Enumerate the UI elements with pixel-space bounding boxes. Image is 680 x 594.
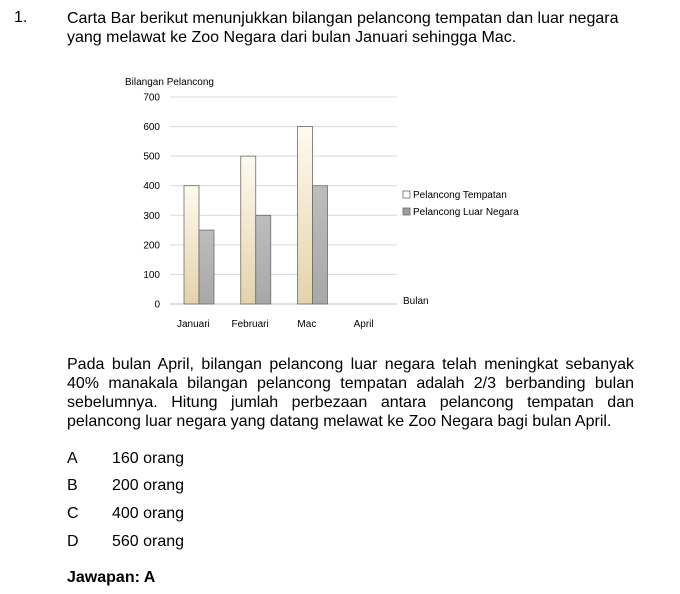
y-tick-label: 200: [143, 240, 160, 252]
option-letter: C: [67, 505, 79, 522]
y-tick-label: 400: [143, 181, 160, 193]
x-tick-label: Januari: [176, 319, 210, 330]
option-a: [67, 450, 184, 468]
answer: Jawapan: A: [67, 569, 156, 586]
legend-swatch: [403, 208, 410, 215]
y-axis-title: Bilangan Pelancong: [125, 77, 214, 88]
y-tick-label: 700: [143, 92, 160, 104]
legend-label: Pelancong Tempatan: [413, 190, 507, 201]
option-letter: A: [67, 450, 78, 467]
bar-tempatan: [298, 127, 313, 304]
option-text: 560 orang: [112, 533, 185, 550]
option-c: [67, 505, 184, 523]
chart-svg: [115, 70, 535, 340]
bar-tempatan: [241, 156, 256, 304]
question-paragraph: Pada bulan April, bilangan pelancong luar negara telah meningkat sebanyak 40% manakala bilangan pelancong tempatan adalah 2/3 berbanding bulan sebelumnya. Hitung jumlah perbezaan antara pelancong tempatan dan pelancong luar negara yang datang melawat ke Zoo Negara bagi bulan April.: [67, 356, 634, 430]
bar-chart: [115, 70, 535, 340]
y-tick-label: 100: [143, 269, 160, 281]
option-text: 400 orang: [112, 505, 185, 522]
y-tick-label: 0: [154, 299, 160, 311]
bar-tempatan: [184, 186, 199, 304]
x-tick-label: April: [353, 319, 374, 330]
legend-label: Pelancong Luar Negara: [413, 207, 519, 218]
question-text: Carta Bar berikut menunjukkan bilangan pelancong tempatan dan luar negara yang melawat ke Zoo Negara dari bulan Januari sehingga Mac.: [67, 10, 619, 46]
y-tick-label: 500: [143, 151, 160, 163]
option-letter: B: [67, 477, 78, 494]
bar-luar-negara: [256, 215, 271, 304]
question-number: 1.: [14, 9, 28, 26]
y-tick-label: 300: [143, 210, 160, 222]
y-tick-label: 600: [143, 122, 160, 134]
x-tick-label: Mac: [297, 319, 317, 330]
x-axis-title: Bulan: [403, 296, 429, 307]
option-d: [67, 533, 184, 551]
bar-luar-negara: [313, 186, 328, 304]
option-b: [67, 477, 184, 495]
option-text: 200 orang: [112, 477, 185, 494]
option-letter: D: [67, 533, 79, 550]
legend-swatch: [403, 191, 410, 198]
bar-luar-negara: [199, 230, 214, 304]
option-text: 160 orang: [112, 450, 185, 467]
x-tick-label: Februari: [231, 319, 269, 330]
